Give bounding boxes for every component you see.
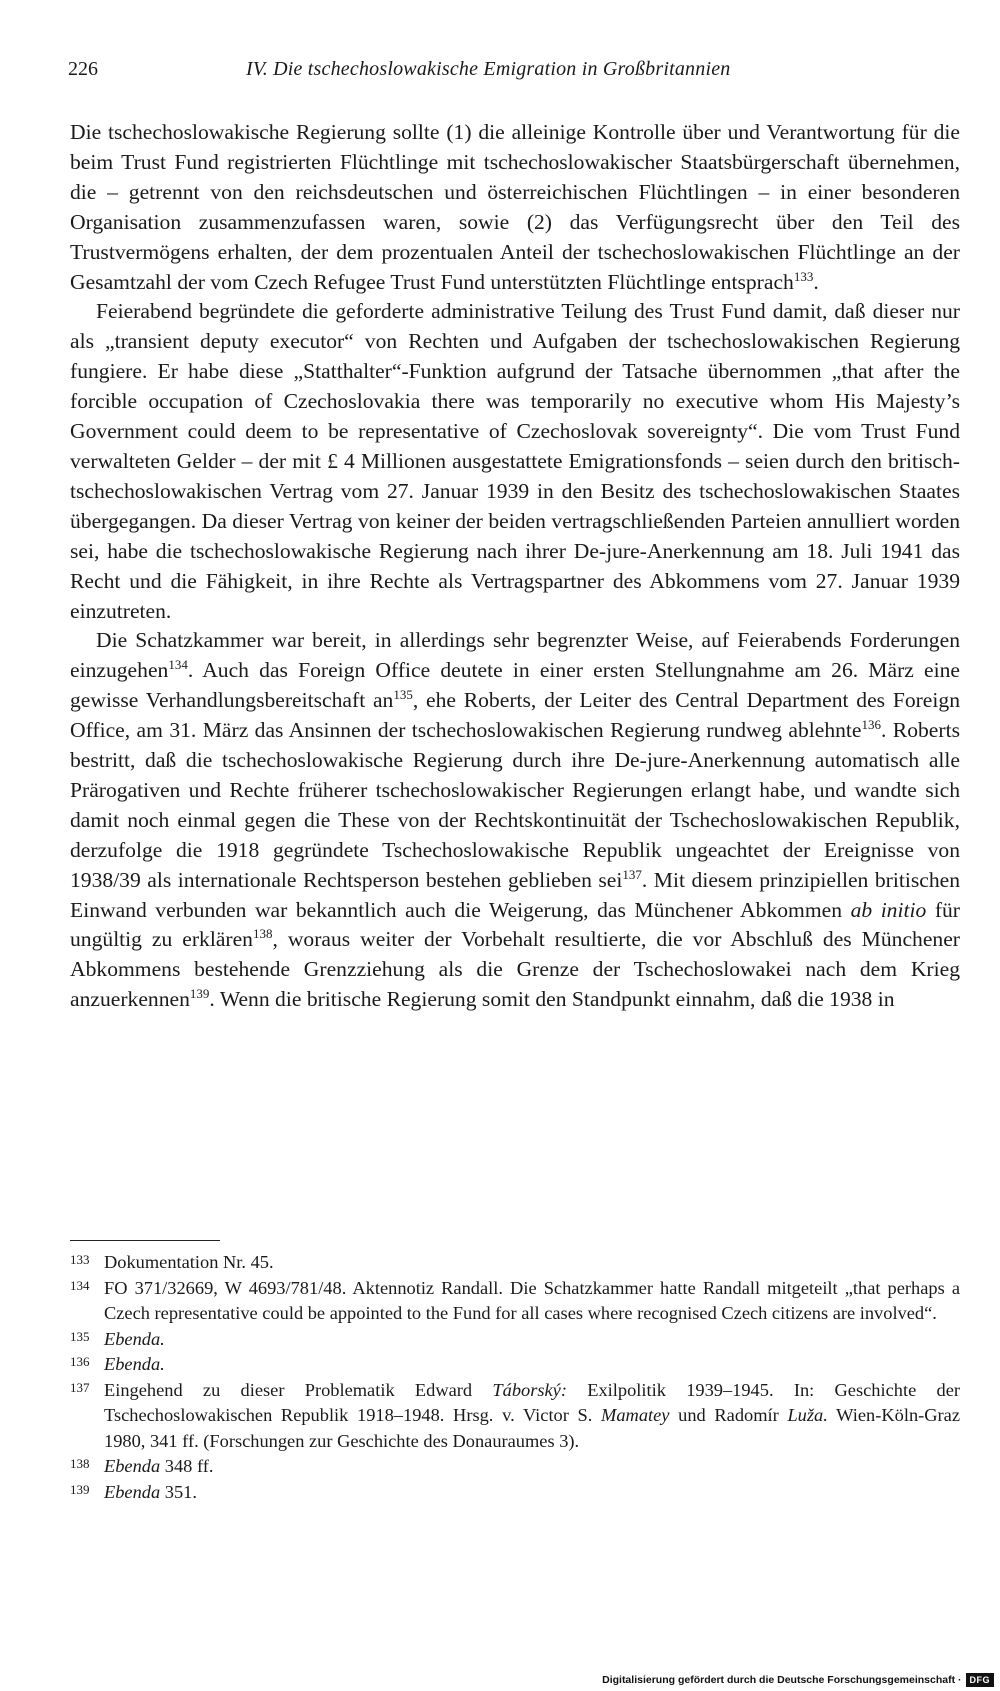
paragraph-text: . Mit diesem prinzipiellen britischen Einwand verbunden war bekanntlich auch die Weigerung, das Münchener Abkommen	[70, 867, 960, 922]
footnote-ref: 135	[393, 687, 413, 703]
footnote-133	[70, 1250, 960, 1276]
footnote-135	[70, 1327, 960, 1353]
paragraph-text: , ehe Roberts, der Leiter des Central Department des Foreign Office, am 31. März das Ansinnen der tschechoslowakischen Regierung rundweg ablehnte	[70, 688, 960, 743]
footnote-ref: 134	[168, 657, 188, 673]
footnote-138	[70, 1454, 960, 1480]
footnote-136	[70, 1352, 960, 1378]
paragraph-text: Die tschechoslowakische Regierung sollte (1) die alleinige Kontrolle über und Verantwortung für die beim Trust Fund registrierten Flüchtlinge mit tschechoslowakischer Staatsbürgerschaft übernehmen, die – getrennt von den reichsdeutschen und österreichischen Flüchtlingen – in einer besonderen Organisation zusammenzufassen waren, sowie (2) das Verfügungsrecht über den Teil des Trustvermögens erhalten, der dem prozentualen Anteil der tschechoslowakischen Flüchtlinge an der Gesamtzahl der vom Czech Refugee Trust Fund unterstützten Flüchtlinge entsprach	[70, 120, 960, 294]
footnote-ref: 138	[252, 926, 273, 942]
footnote-text: Ebenda	[104, 1481, 161, 1502]
paragraph-text: .	[813, 269, 819, 294]
paragraph-1	[70, 118, 960, 297]
digitization-credit	[602, 1673, 994, 1687]
footnote-number: 137	[70, 1379, 90, 1395]
footnote-ref: 136	[861, 717, 882, 733]
footnote-text: Ebenda.	[104, 1354, 165, 1374]
paragraph-text: , woraus weiter der Vorbehalt resultierte, die vor Abschluß des Münchener Abkommens bestehende Grenzziehung als die Grenze der Tschechoslowakei nach dem Krieg anzuerkennen	[70, 927, 960, 1012]
paragraph-text: . Auch das Foreign Office deutete in einer ersten Stellungnahme am 26. März eine gewisse Verhandlungsbereitschaft an	[70, 658, 960, 713]
footnote-ref: 139	[189, 986, 210, 1002]
footnote-divider	[70, 1240, 220, 1241]
paragraph-text: Feierabend begründete die geforderte administrative Teilung des Trust Fund damit, daß dieser nur als „transient deputy executor“ von Rechten und Aufgaben der tschechoslowakischen Regierung fungiere. Er habe diese „Statthalter“-Funktion aufgrund der Tatsache übernommen „that after the forcible occupation of Czechoslovakia there was temporarily no executive whom His Majesty’s Government could deem to be representative of Czechoslovak sovereignty“. Die vom Trust Fund verwalteten Gelder – der mit £ 4 Millionen ausgestattete Emigrationsfonds – seien durch den britisch-tschechoslowakischen Vertrag vom 27. Januar 1939 in den Besitz des tschechoslowakischen Staates übergegangen. Da dieser Vertrag von keiner der beiden vertragschließenden Parteien annulliert worden sei, habe die tschechoslowakische Regierung nach ihrer De-jure-Anerkennung am 18. Juli 1941 das Recht und die Fähigkeit, in ihre Rechte als Vertragspartner des Abkommens vom 27. Januar 1939 einzutreten.	[70, 299, 960, 623]
footnote-ref: 137	[622, 866, 642, 882]
footnote-text: FO 371/32669, W 4693/781/48. Aktennotiz Randall. Die Schatzkammer hatte Randall mitgeteilt „that perhaps a Czech representative could be appointed to the Fund for all cases where recognised Czech citizens are involved“.	[104, 1277, 960, 1323]
footnote-text: 348 ff.	[160, 1456, 214, 1476]
footnote-134	[70, 1276, 960, 1327]
page-number: 226	[68, 58, 98, 80]
author-name: Luža.	[787, 1405, 828, 1425]
running-title: IV. Die tschechoslowakische Emigration in Großbritannien	[246, 58, 731, 80]
footnote-text: Wien-Köln-Graz 1980, 341 ff. (Forschungen zur Geschichte des Donauraumes 3).	[104, 1405, 960, 1451]
footnote-number: 134	[70, 1277, 90, 1293]
footnote-137	[70, 1378, 960, 1455]
footnote-number: 133	[70, 1252, 90, 1267]
italic-phrase: ab initio	[850, 897, 927, 922]
paragraph-2	[70, 297, 960, 626]
dfg-logo: DFG	[966, 1673, 995, 1687]
paragraph-text: . Wenn die britische Regierung somit den Standpunkt einnahm, daß die 1938 in	[209, 987, 895, 1012]
footnote-number: 139	[70, 1481, 90, 1497]
paragraph-text: Die Schatzkammer war bereit, in allerdings sehr begrenzter Weise, auf Feierabends Forderungen einzugehen	[70, 628, 960, 683]
credit-text: Digitalisierung gefördert durch die Deutsche Forschungsgemeinschaft ·	[602, 1674, 962, 1686]
footnote-text: Dokumentation Nr. 45.	[104, 1252, 274, 1272]
footnote-number: 138	[70, 1456, 90, 1471]
main-text	[70, 118, 960, 1015]
author-name: Mamatey	[601, 1405, 670, 1425]
footnote-text: Ebenda	[104, 1456, 161, 1476]
footnote-139	[70, 1480, 960, 1506]
footnote-text: Eingehend zu dieser Problematik Edward	[104, 1379, 493, 1400]
footnote-ref: 133	[793, 268, 814, 284]
footnote-text: Exilpolitik 1939–1945. In: Geschichte der Tschechoslowakischen Republik 1918–1948. Hrsg. v. Victor S.	[104, 1379, 960, 1425]
author-name: Táborský:	[492, 1379, 567, 1400]
footnotes	[70, 1250, 960, 1505]
footnote-text: 351.	[160, 1481, 197, 1502]
paragraph-text: für ungültig zu erklären	[70, 897, 960, 952]
footnote-number: 135	[70, 1328, 90, 1344]
paragraph-3	[70, 626, 960, 1015]
paragraph-text: . Roberts bestritt, daß die tschechoslowakische Regierung durch ihre De-jure-Anerkennung automatisch alle Prärogativen und Rechte früherer tschechoslowakischer Regierungen erlangt habe, und wandte sich damit noch einmal gegen die These von der Rechtskontinuität der Tschechoslowakischen Republik, derzufolge die 1918 gegründete Tschechoslowakische Republik ungeachtet der Ereignisse von 1938/39 als internationale Rechtsperson bestehen geblieben sei	[70, 718, 960, 892]
footnote-number: 136	[70, 1354, 90, 1369]
footnote-text: Ebenda.	[104, 1328, 165, 1349]
footnote-text: und Radomír	[669, 1405, 788, 1425]
